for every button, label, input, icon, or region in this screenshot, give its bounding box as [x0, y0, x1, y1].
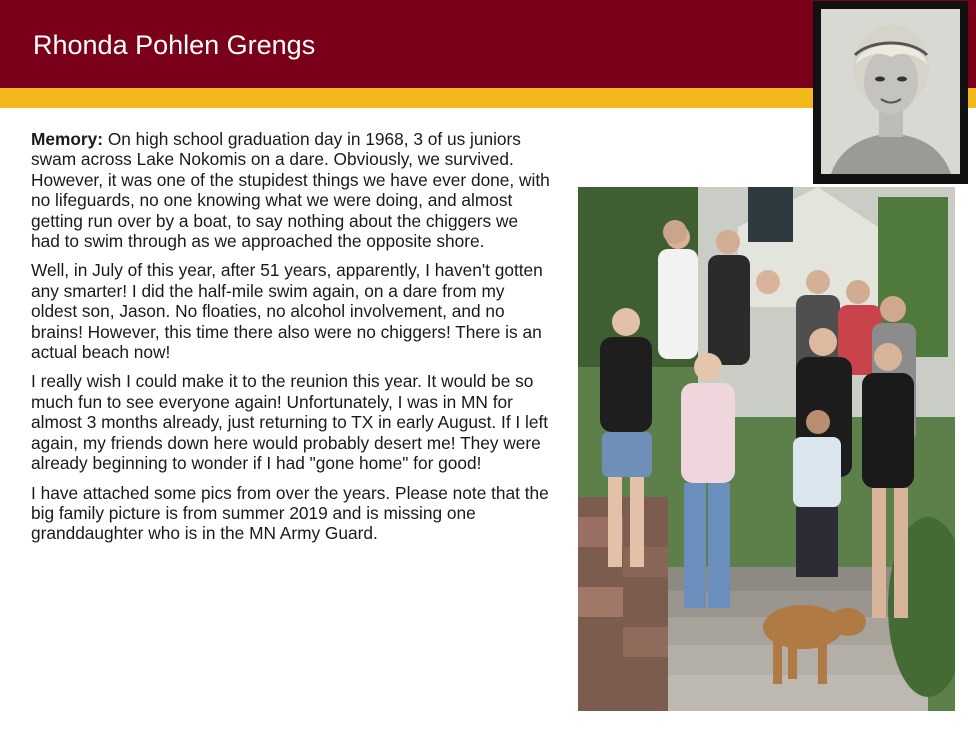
memory-paragraph-1 — [31, 129, 551, 251]
memory-paragraph-2: Well, in July of this year, after 51 years, apparently, I haven't gotten any smarter! I did the half-mile swim again, on a dare from my oldest son, Jason. No floaties, no alcohol involvement, and no brains! However, this time there also were no chiggers! There is an actual beach now! — [31, 260, 543, 363]
slide-title: Rhonda Pohlen Grengs — [33, 30, 316, 60]
family-photo-illustration — [578, 187, 955, 711]
portrait-illustration — [821, 9, 960, 174]
memory-paragraph-1-text: On high school graduation day in 1968, 3 of us juniors swam across Lake Nokomis on a dare. Obviously, we survived. However, it was one of the stupidest things we have ever done, with no lifeguards, no one knowing what we were doing, and almost getting run over by a boat, to say nothing about the chiggers we had to swim through as we approached the opposite shore. — [31, 129, 550, 252]
yearbook-portrait — [813, 1, 968, 184]
memory-paragraph-3: I really wish I could make it to the reunion this year. It would be so much fun to see everyone again! Unfortunately, I was in MN for almost 3 months already, just returning to TX in early August. If I left again, my friends down here would probably desert me! They were already beginning to wonder if I had "gone home" for good! — [31, 371, 549, 474]
memory-paragraph-4: I have attached some pics from over the years. Please note that the big family picture is from summer 2019 and is missing one granddaughter who is in the MN Army Guard. — [31, 482, 549, 544]
memory-text — [31, 129, 551, 553]
memory-label: Memory: — [31, 129, 104, 149]
portrait-photo — [821, 9, 960, 174]
family-photo — [578, 187, 955, 711]
